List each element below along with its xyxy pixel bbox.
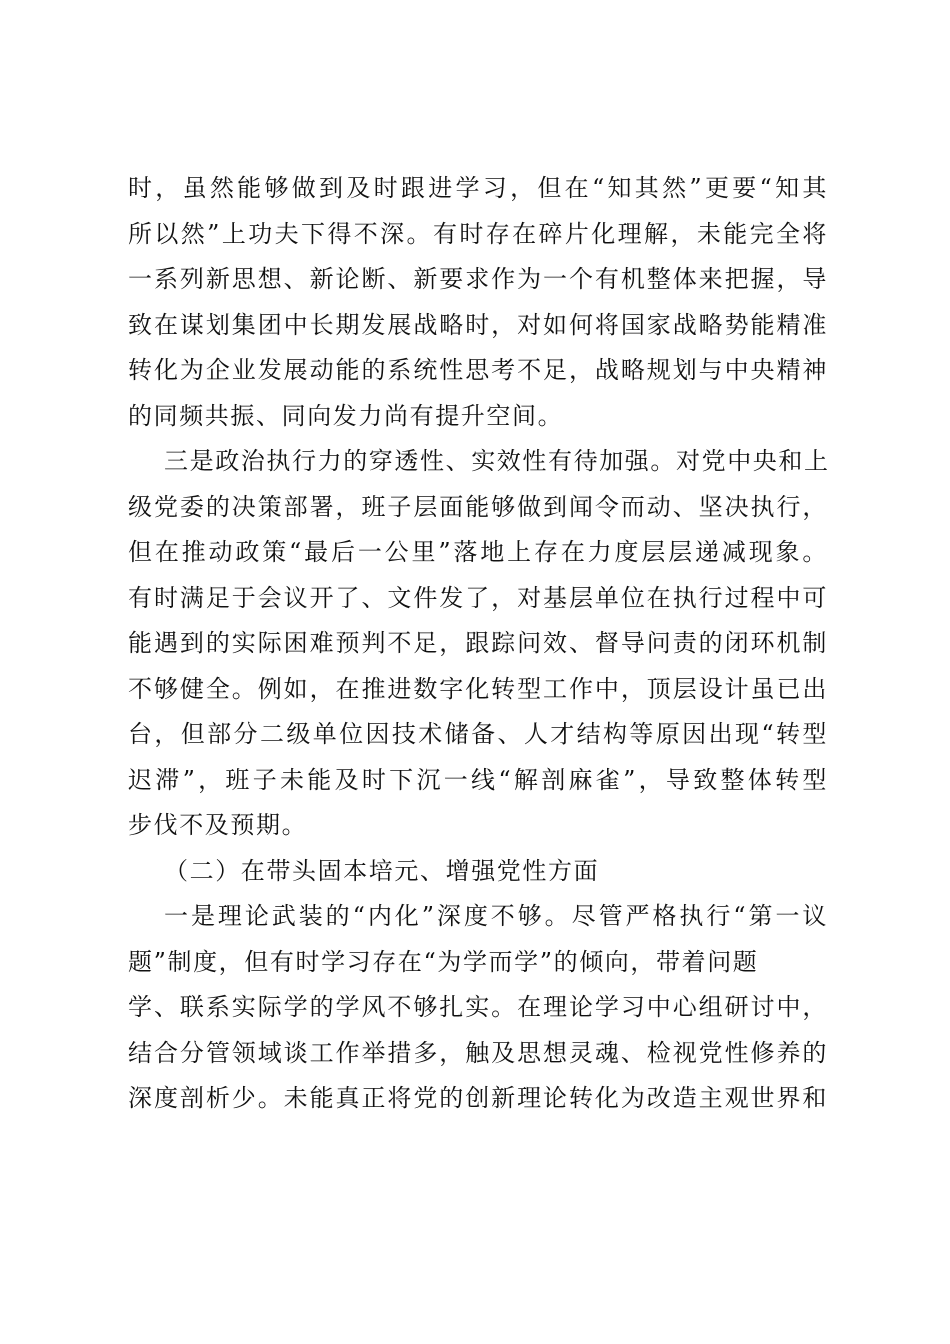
text-line: 级党委的决策部署，班子层面能够做到闻令而动、坚决执行， bbox=[128, 492, 828, 521]
text-line: 不够健全。例如，在推进数字化转型工作中，顶层设计虽已出 bbox=[128, 674, 828, 703]
text-line: 题”制度，但有时学习存在“为学而学”的倾向，带着问题 bbox=[128, 947, 759, 976]
section-heading: （二）在带头固本培元、增强党性方面 bbox=[164, 856, 600, 885]
text-line: 所以然”上功夫下得不深。有时存在碎片化理解，未能完全将 bbox=[128, 219, 828, 248]
paragraph-start-line: 一是理论武装的“内化”深度不够。尽管严格执行“第一议 bbox=[164, 902, 828, 930]
text-line: 迟滞”，班子未能及时下沉一线“解剖麻雀”，导致整体转型 bbox=[128, 765, 828, 794]
document-body bbox=[128, 166, 828, 1122]
text-line: 转化为企业发展动能的系统性思考不足，战略规划与中央精神 bbox=[128, 356, 828, 384]
text-line: 时，虽然能够做到及时跟进学习，但在“知其然”更要“知其 bbox=[128, 174, 828, 202]
text-line: 致在谋划集团中长期发展战略时，对如何将国家战略势能精准 bbox=[128, 310, 828, 339]
text-line: 但在推动政策“最后一公里”落地上存在力度层层递减现象。 bbox=[128, 538, 828, 566]
text-line: 学、联系实际学的学风不够扎实。在理论学习中心组研讨中， bbox=[128, 993, 828, 1021]
text-line: 一系列新思想、新论断、新要求作为一个有机整体来把握，导 bbox=[128, 265, 828, 293]
text-line: 步伐不及预期。 bbox=[128, 811, 308, 839]
text-line: 的同频共振、同向发力尚有提升空间。 bbox=[128, 401, 564, 430]
text-line: 能遇到的实际困难预判不足，跟踪问效、督导问责的闭环机制 bbox=[128, 629, 828, 657]
paragraph-start-line: 三是政治执行力的穿透性、实效性有待加强。对党中央和上 bbox=[164, 447, 830, 475]
text-line: 台，但部分二级单位因技术储备、人才结构等原因出现“转型 bbox=[128, 720, 828, 748]
text-line: 结合分管领域谈工作举措多，触及思想灵魂、检视党性修养的 bbox=[128, 1038, 828, 1067]
text-line: 深度剖析少。未能真正将党的创新理论转化为改造主观世界和 bbox=[128, 1084, 828, 1112]
text-line: 有时满足于会议开了、文件发了，对基层单位在执行过程中可 bbox=[128, 583, 828, 612]
